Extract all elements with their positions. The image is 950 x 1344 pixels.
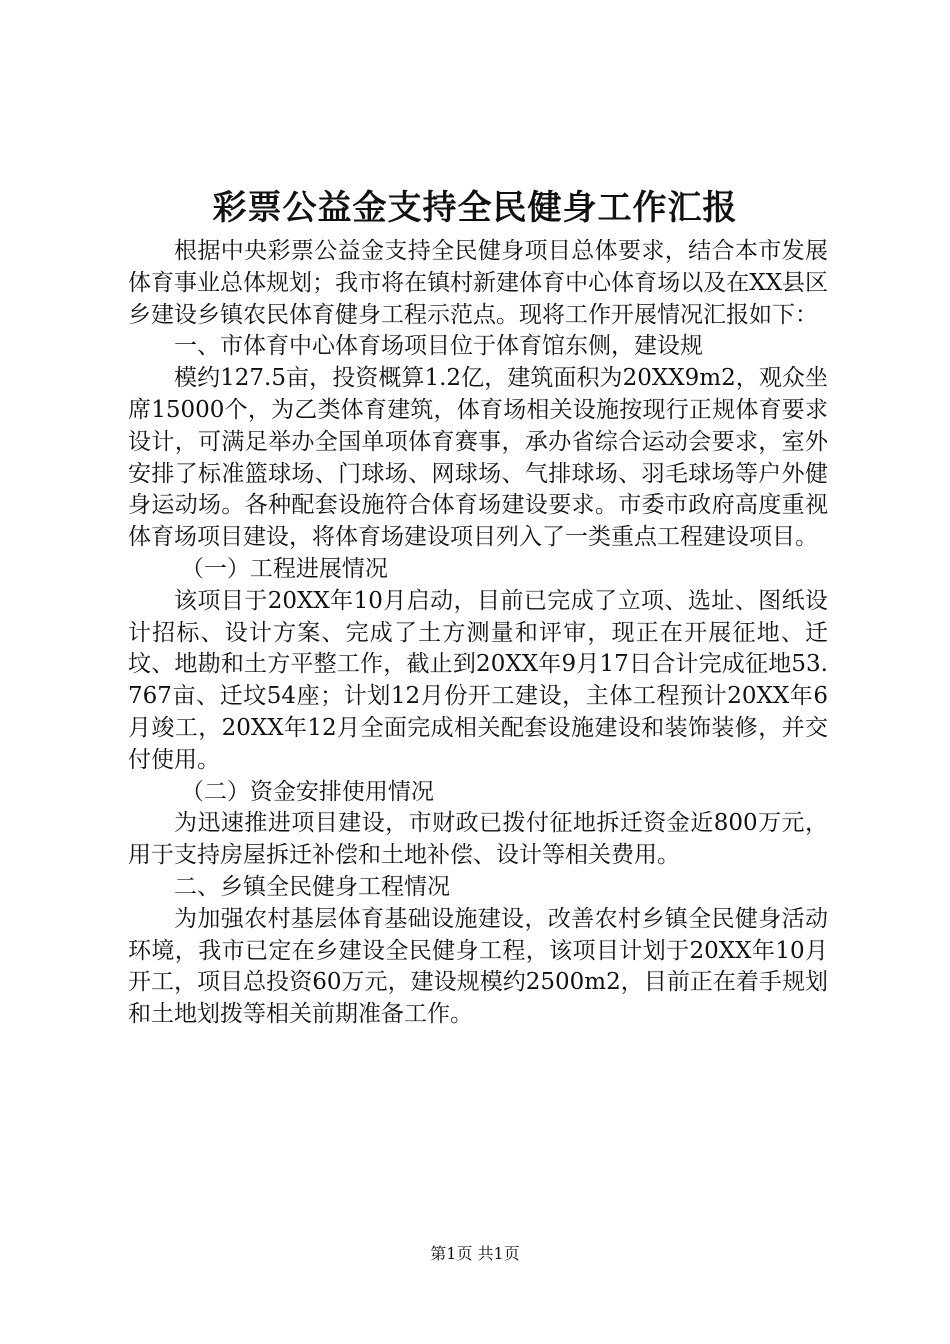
section-2-paragraph: 为加强农村基层体育基础设施建设，改善农村乡镇全民健身活动环境，我市已定在乡建设全民健身工程，该项目计划于20XX年10月开工，项目总投资60万元，建设规模约2500m2，目前正在着手规划和土地划拨等相关前期准备工作。 [128,905,828,1028]
page-footer: 第1页 共1页 [430,1244,520,1263]
progress-paragraph: 该项目于20XX年10月启动，目前已完成了立项、选址、图纸设计招标、设计方案、完成了土方测量和评审，现正在开展征地、迁坟、地勘和土方平整工作，截止到20XX年9月17日合计完成征地53.767亩、迁坟54座；计划12月份开工建设，主体工程预计20XX年6月竣工，20XX年12月全面完成相关配套设施建设和装饰装修，并交付使用。 [128,587,828,773]
section-heading-1: 一、市体育中心体育场项目位于体育馆东侧，建设规 [174,333,703,360]
funding-paragraph: 为迅速推进项目建设，市财政已拨付征地拆迁资金近800万元，用于支持房屋拆迁补偿和土地补偿、设计等相关费用。 [128,810,828,869]
section-heading-2: 二、乡镇全民健身工程情况 [174,873,450,900]
section-1-paragraph: 模约127.5亩，投资概算1.2亿，建筑面积为20XX9m2，观众坐席15000个，为乙类体育建筑，体育场相关设施按现行正规体育要求设计，可满足举办全国单项体育赛事，承办省综合运动会要求，室外安排了标准篮球场、门球场、网球场、气排球场、羽毛球场等户外健身运动场。各种配套设施符合体育场建设要求。市委市政府高度重视体育场项目建设，将体育场建设项目列入了一类重点工程建设项目。 [128,365,828,551]
intro-paragraph: 根据中央彩票公益金支持全民健身项目总体要求，结合本市发展体育事业总体规划；我市将在镇村新建体育中心体育场以及在XX县区乡建设乡镇农民体育健身工程示范点。现将工作开展情况汇报如下： [128,238,828,328]
subsection-heading-funding: （二）资金安排使用情况 [180,778,434,805]
page-title: 彩票公益金支持全民健身工作汇报 [212,188,738,228]
document-body [128,236,828,1031]
subsection-heading-progress: （一）工程进展情况 [180,555,388,582]
